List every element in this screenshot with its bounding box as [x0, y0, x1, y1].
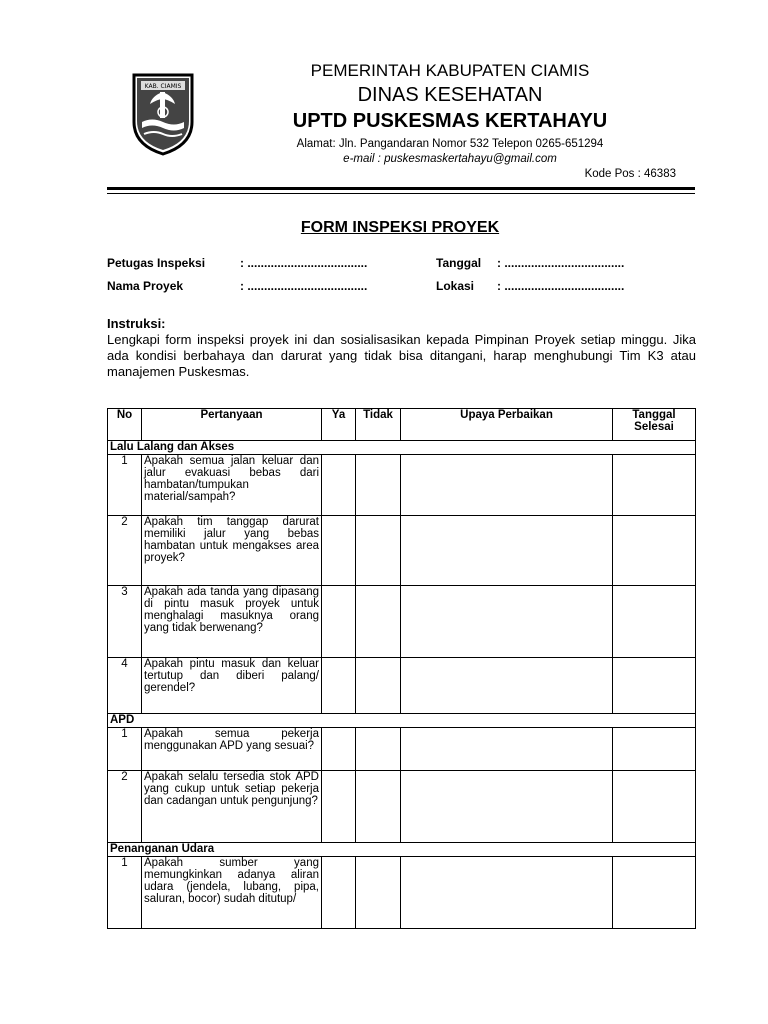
- header-address: Alamat: Jln. Pangandaran Nomor 532 Telepon 0265-651294: [296, 138, 604, 150]
- header-tanggal-selesai: Tanggal Selesai: [613, 409, 696, 441]
- tanggal-selesai-cell[interactable]: [613, 771, 696, 843]
- instructions-label: Instruksi:: [107, 316, 166, 331]
- tidak-cell[interactable]: [356, 658, 401, 714]
- header-ya: Ya: [322, 409, 356, 441]
- petugas-field[interactable]: : ....................................: [240, 256, 368, 270]
- row-number: 1: [108, 728, 142, 771]
- ya-cell[interactable]: [322, 586, 356, 658]
- inspection-table: [107, 408, 696, 929]
- header-no: No: [108, 409, 142, 441]
- ya-cell[interactable]: [322, 516, 356, 586]
- header-email: e-mail : puskesmaskertahayu@gmail.com: [343, 153, 557, 165]
- row-question: Apakah tim tanggap darurat memiliki jalur yang bebas hambatan untuk mengakses area proyek?: [142, 516, 322, 586]
- row-question: Apakah ada tanda yang dipasang di pintu masuk proyek untuk menghalagi masuknya orang yang tidak berwenang?: [142, 586, 322, 658]
- tidak-cell[interactable]: [356, 455, 401, 516]
- tidak-cell[interactable]: [356, 728, 401, 771]
- upaya-cell[interactable]: [401, 728, 613, 771]
- tanggal-selesai-cell[interactable]: [613, 857, 696, 929]
- upaya-cell[interactable]: [401, 658, 613, 714]
- table-row: [108, 771, 696, 843]
- row-number: 2: [108, 516, 142, 586]
- row-number: 3: [108, 586, 142, 658]
- row-question: Apakah semua pekerja menggunakan APD yang sesuai?: [142, 728, 322, 771]
- tanggal-selesai-cell[interactable]: [613, 516, 696, 586]
- lokasi-field[interactable]: : ....................................: [497, 279, 625, 293]
- table-row: [108, 516, 696, 586]
- table-row: [108, 586, 696, 658]
- header-divider-thick: [107, 187, 695, 190]
- nama-proyek-label: Nama Proyek: [107, 279, 184, 293]
- row-number: 1: [108, 455, 142, 516]
- tanggal-selesai-cell[interactable]: [613, 728, 696, 771]
- header-puskesmas: UPTD PUSKESMAS KERTAHAYU: [292, 110, 608, 132]
- table-row: [108, 455, 696, 516]
- row-number: 4: [108, 658, 142, 714]
- row-number: 1: [108, 857, 142, 929]
- row-question: Apakah sumber yang memungkinkan adanya aliran udara (jendela, lubang, pipa, saluran, bocor) sudah ditutup/: [142, 857, 322, 929]
- nama-proyek-field[interactable]: : ....................................: [240, 279, 368, 293]
- section-apd: APD: [108, 714, 696, 728]
- tidak-cell[interactable]: [356, 771, 401, 843]
- tidak-cell[interactable]: [356, 516, 401, 586]
- upaya-cell[interactable]: [401, 455, 613, 516]
- row-question: Apakah selalu tersedia stok APD yang cukup untuk setiap pekerja dan cadangan untuk pengunjung?: [142, 771, 322, 843]
- kabupaten-ciamis-logo: [130, 72, 196, 156]
- row-question: Apakah pintu masuk dan keluar tertutup dan diberi palang/ gerendel?: [142, 658, 322, 714]
- upaya-cell[interactable]: [401, 771, 613, 843]
- section-lalu-lalang: Lalu Lalang dan Akses: [108, 441, 696, 455]
- instructions-text: Lengkapi form inspeksi proyek ini dan sosialisasikan kepada Pimpinan Proyek setiap minggu. Jika ada kondisi berbahaya dan darurat yang tidak bisa ditangani, harap menghubungi Tim K3 atau manajemen Puskesmas.: [107, 332, 696, 379]
- tidak-cell[interactable]: [356, 857, 401, 929]
- tanggal-selesai-cell[interactable]: [613, 658, 696, 714]
- tidak-cell[interactable]: [356, 586, 401, 658]
- ya-cell[interactable]: [322, 455, 356, 516]
- tanggal-selesai-cell[interactable]: [613, 455, 696, 516]
- petugas-label: Petugas Inspeksi: [107, 256, 206, 270]
- ya-cell[interactable]: [322, 771, 356, 843]
- ya-cell[interactable]: [322, 728, 356, 771]
- table-row: [108, 658, 696, 714]
- tanggal-field[interactable]: : ....................................: [497, 256, 625, 270]
- header-tidak: Tidak: [356, 409, 401, 441]
- header-government: PEMERINTAH KABUPATEN CIAMIS: [310, 61, 590, 80]
- upaya-cell[interactable]: [401, 857, 613, 929]
- header-divider-thin: [107, 193, 695, 194]
- ya-cell[interactable]: [322, 658, 356, 714]
- upaya-cell[interactable]: [401, 586, 613, 658]
- form-title: FORM INSPEKSI PROYEK: [300, 219, 500, 236]
- tanggal-selesai-cell[interactable]: [613, 586, 696, 658]
- upaya-cell[interactable]: [401, 516, 613, 586]
- table-row: [108, 728, 696, 771]
- row-question: Apakah semua jalan keluar dan jalur evakuasi bebas dari hambatan/tumpukan material/sampah?: [142, 455, 322, 516]
- section-penanganan-udara: Penanganan Udara: [108, 843, 696, 857]
- ya-cell[interactable]: [322, 857, 356, 929]
- logo-text: KAB. CIAMIS: [144, 83, 182, 90]
- row-number: 2: [108, 771, 142, 843]
- tanggal-label: Tanggal: [436, 256, 482, 270]
- lokasi-label: Lokasi: [436, 279, 475, 293]
- table-row: [108, 857, 696, 929]
- header-upaya-perbaikan: Upaya Perbaikan: [401, 409, 613, 441]
- header-postal-code: Kode Pos : 46383: [584, 168, 676, 180]
- header-pertanyaan: Pertanyaan: [142, 409, 322, 441]
- header-department: DINAS KESEHATAN: [357, 84, 543, 106]
